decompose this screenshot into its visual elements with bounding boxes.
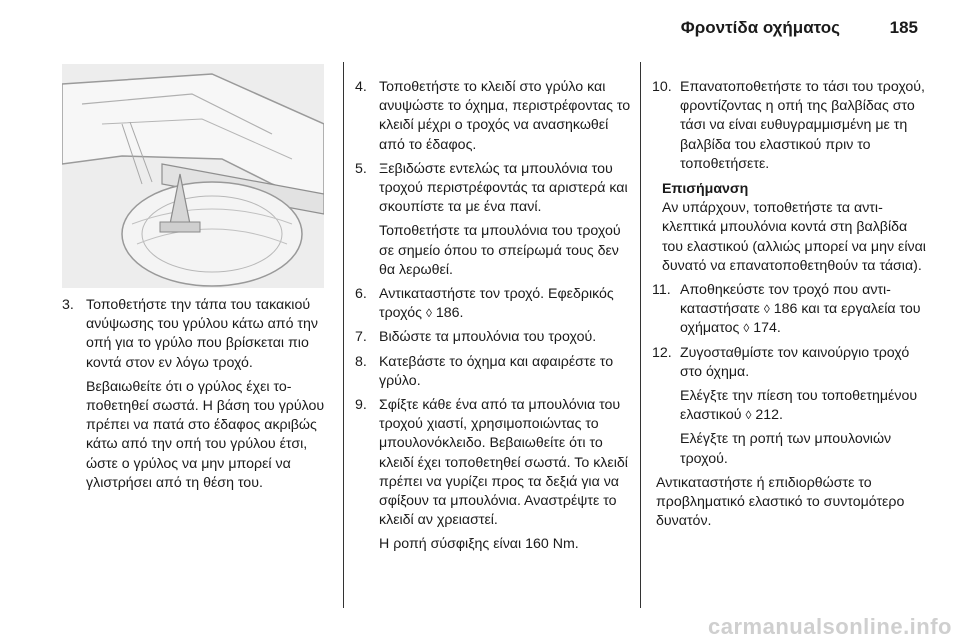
step-text: Κατεβάστε το όχημα και αφαιρέστε το γρύλο. (379, 353, 614, 389)
page-ref-icon: ◊ (745, 408, 752, 423)
step-text: Αποθηκεύστε τον τροχό που αντικαταστήσατε (680, 282, 891, 318)
step-11 (652, 281, 932, 339)
step-number: 7. (355, 329, 367, 346)
step-number: 5. (355, 160, 367, 177)
step-8 (355, 353, 633, 391)
step-number: 11. (652, 282, 671, 299)
step-10 (652, 78, 932, 174)
section-title: Φροντίδα οχήματος (680, 18, 840, 37)
note-text: Αν υπάρχουν, τοποθετήστε τα αντικλεπτικά μπουλόνια κοντά στη βαλβίδα του ελαστικού (αλλιώς μπορεί να μην είναι δυνατό να επανατοποθετηθούν τα τάσια). (662, 200, 926, 274)
step-number: 3. (62, 297, 74, 313)
step-6 (355, 285, 633, 323)
column-divider (640, 62, 641, 608)
page-ref-icon: ◊ (743, 321, 750, 336)
step-12-detail-2: Ελέγξτε τη ροπή των μπουλονιών τροχού. (680, 431, 892, 467)
step-text: Τοποθετήστε την τάπα του τακακιού ανύψωσης του γρύλου κάτω από την οπή για το γρύλο που βρίσκεται πιο κοντά στον εν λόγω τροχό. (86, 297, 319, 371)
step-number: 10. (652, 79, 672, 95)
step-text: Επανατοποθετήστε το τάσι του τροχού, φροντίζοντας η οπή της βαλβίδας στο τάσι να είναι ευθυγραμμισμένη με τη βαλβίδα του ελαστικού πριν το τοποθετήσετε. (680, 79, 925, 172)
page-ref-link[interactable]: 174. (753, 320, 781, 337)
step-3-detail: Βεβαιωθείτε ότι ο γρύλος έχει τοποθετηθεί σωστά. Η βάση του γρύλου πρέπει να πατά στο έδαφος ακριβώς κάτω από την οπή του γρύλου έτσι, ώστε ο γρύλος να μην μπορεί να γλιστρήσει από τη θέση του. (86, 378, 325, 491)
step-5 (355, 160, 633, 218)
step-7 (355, 328, 633, 347)
step-number: 12. (652, 344, 672, 361)
step-12-detail-1 (652, 387, 932, 425)
step-5-detail: Τοποθετήστε τα μπουλόνια του τροχού σε σημείο όπου το σπείρωμά τους δεν θα λερωθεί. (379, 223, 621, 278)
step-9-detail: Η ροπή σύσφιξης είναι 160 Nm. (379, 536, 579, 553)
column-2 (355, 78, 633, 560)
step-text: Αντικαταστήστε τον τροχό. Εφεδρικός τροχός (379, 286, 614, 322)
step-text: Ξεβιδώστε εντελώς τα μπουλόνια του τροχού περιστρέφοντάς τα αριστερά και σκουπίστε τα με ένα πανί. (379, 160, 628, 216)
note-heading: Επισήμανση (662, 181, 749, 198)
step-text: Σφίξτε κάθε ένα από τα μπουλόνια του τροχού χιαστί, χρησιμοποιώντας το μπουλονόκλειδο. Βεβαιωθείτε ότι το κλειδί έχει τοποθετηθεί σωστά. Το κλειδί πρέπει να γυρίζει προς τα δεξιά για να σφίξουν τα μπουλόνια. Αναστρέψτε το κλειδί αν χρειαστεί. (379, 397, 628, 529)
closing-paragraph: Αντικαταστήστε ή επιδιορθώστε το προβληματικό ελαστικό το συντομότερο δυνατόν. (656, 474, 905, 530)
page-ref-icon: ◊ (425, 306, 432, 321)
page-ref-link[interactable]: 186 και τα εργαλεία του οχήματος (680, 301, 921, 337)
step-number: 9. (355, 397, 367, 414)
page-ref-icon: ◊ (763, 302, 770, 317)
step-12 (652, 344, 932, 382)
column-3 (652, 78, 932, 531)
step-text: Τοποθετήστε το κλειδί στο γρύλο και ανυψώστε το όχημα, περιστρέφοντας το κλειδί μέχρι ο τροχός να ανασηκωθεί από το έδαφος. (379, 79, 631, 153)
page-ref-link[interactable]: 212. (755, 407, 783, 424)
step-4 (355, 78, 633, 155)
watermark: carmanualsonline.info (708, 614, 952, 639)
column-divider (343, 62, 344, 608)
page-ref-link[interactable]: 186. (435, 305, 464, 322)
car-jack-wheel-illustration-icon (62, 64, 324, 288)
page-number: 185 (889, 18, 918, 37)
step-text: Βιδώστε τα μπουλόνια του τροχού. (379, 329, 597, 346)
step-9 (355, 396, 633, 530)
step-number: 4. (355, 79, 367, 95)
step-number: 8. (355, 353, 367, 370)
detail-text: Ελέγξτε την πίεση του τοποθετημένου ελαστικού (680, 388, 918, 424)
column-1 (62, 296, 334, 498)
step-number: 6. (355, 286, 367, 303)
step-text: Ζυγοσταθμίστε τον καινούργιο τροχό στο όχημα. (680, 344, 910, 380)
step-3 (62, 296, 334, 373)
